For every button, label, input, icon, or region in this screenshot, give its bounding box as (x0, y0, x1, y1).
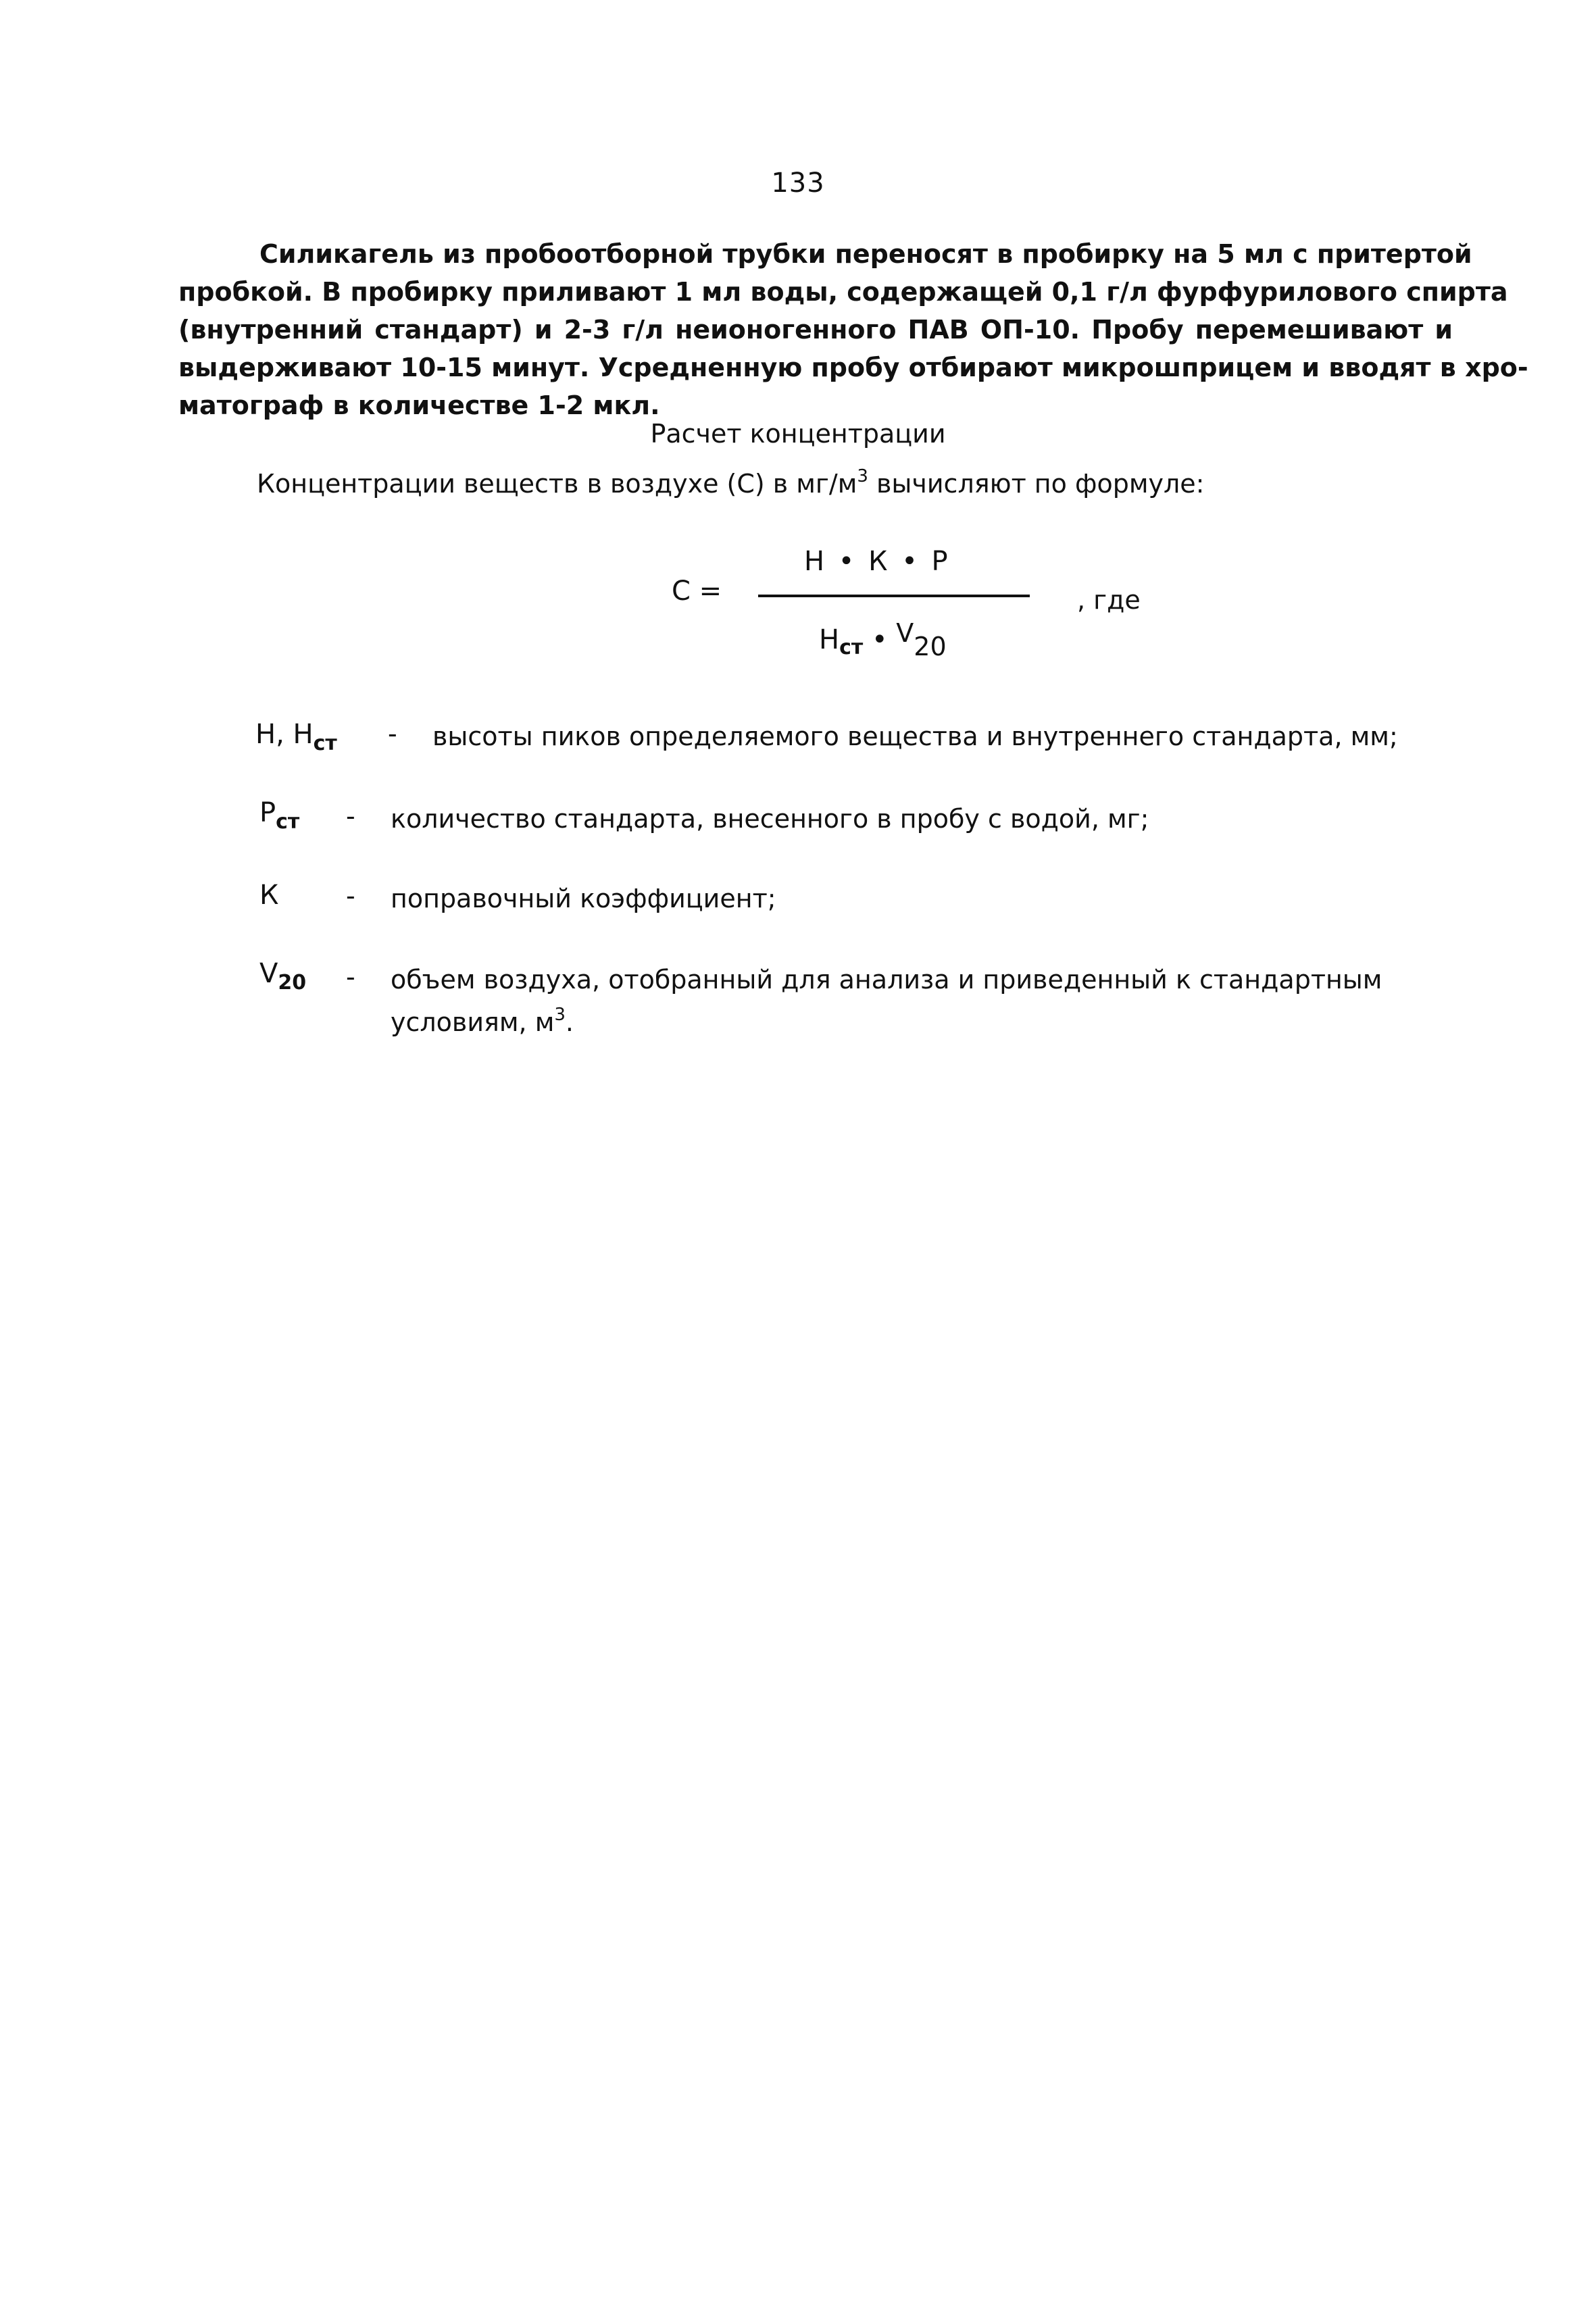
formula-where: , где (1077, 585, 1141, 615)
definition-symbol-subscript: ст (276, 810, 300, 834)
formula-intro-superscript: 3 (857, 466, 868, 486)
body-paragraph (178, 235, 1528, 424)
definition-symbol-subscript: ст (313, 732, 337, 755)
definition-dash: - (388, 719, 397, 749)
paragraph-line: пробкой. В пробирку приливают 1 мл воды, содержащей 0,1 г/л фурфурилового спирта (178, 277, 1508, 307)
definition-text-line: объем воздуха, отобранный для анализа и приведенный к стандартным (391, 965, 1382, 995)
formula-intro (257, 466, 1204, 499)
definition-symbol (259, 880, 278, 911)
definition-text: высоты пиков определяемого вещества и внутреннего стандарта, мм; (432, 722, 1398, 751)
definition-symbol (259, 797, 299, 834)
formula-intro-text: Концентрации веществ в воздухе (С) в мг/м (257, 469, 857, 499)
formula-numerator: Н • К • Р (804, 546, 951, 577)
definition-dash: - (346, 962, 355, 992)
definition-symbol-subscript: 20 (278, 971, 307, 995)
definition-text-part: условиям, м (391, 1007, 555, 1037)
page-number: 133 (771, 168, 825, 199)
definition-text-superscript: 3 (554, 1005, 566, 1025)
formula-lhs: С = (672, 576, 722, 607)
fraction-bar (758, 595, 1030, 597)
definition-text: поправочный коэффициент; (391, 884, 776, 913)
definition-dash: - (346, 881, 355, 911)
paragraph-line: Силикагель из пробоотборной трубки переносят в пробирку на 5 мл с притертой (259, 239, 1472, 269)
definition-text-line (391, 997, 1382, 1040)
paragraph-line: матограф в количестве 1-2 мкл. (178, 391, 660, 420)
denominator-h-subscript: ст (839, 636, 864, 659)
denominator-dot: • (863, 624, 897, 655)
definition-text (391, 962, 1382, 1040)
paragraph-line: выдерживают 10-15 минут. Усредненную пробу отбирают микрошприцем и вводят в хро- (178, 353, 1528, 382)
denominator-v-subscript: 20 (914, 632, 947, 661)
paragraph-line: (внутренний стандарт) и 2-3 г/л неионогенного ПАВ ОП-10. Пробу перемешивают и (178, 315, 1453, 345)
formula-intro-text-end: вычисляют по формуле: (868, 469, 1205, 499)
definition-text-end: . (565, 1007, 574, 1037)
definition-dash: - (346, 801, 355, 831)
definition-symbol-text: Р (259, 797, 276, 828)
definition-symbol (259, 958, 306, 995)
section-heading: Расчет концентрации (650, 419, 946, 449)
definition-symbol-text: К (259, 880, 279, 911)
definition-text: количество стандарта, внесенного в пробу с водой, мг; (391, 804, 1149, 834)
definition-symbol (255, 719, 337, 755)
definition-symbol-text: V (259, 958, 278, 989)
formula-denominator (819, 618, 947, 661)
denominator-h: Н (819, 624, 840, 655)
definition-symbol-text: Н, Н (255, 719, 314, 750)
denominator-v: V (896, 618, 914, 648)
